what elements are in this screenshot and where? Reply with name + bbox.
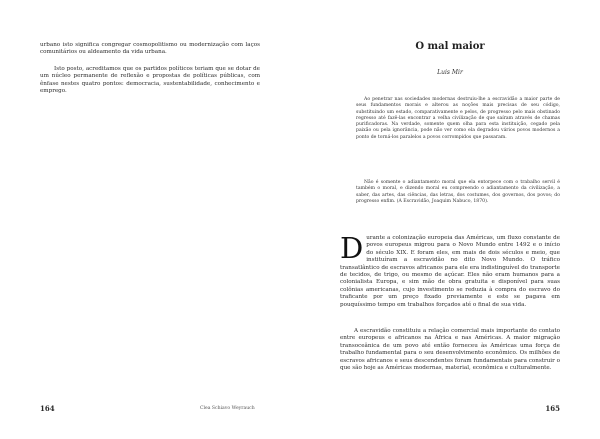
running-head-author: Clea Schiavo Weyrauch <box>200 406 255 411</box>
page-number-right: 165 <box>545 404 560 413</box>
body-paragraph: A escravidão constituiu a relação comercial mais importante do contato entre europeus e africanos na África e nas Américas. A maior migração transoceânica de um povo até então forneceu às Américas uma força de trabalho fundamental para o seu desenvolvimento econômico. Os milhões de escravos africanos e seus descendentes foram fundamentais para construir o que são hoje as Américas modernas, material, econômica e culturalmente. <box>340 328 560 372</box>
body-paragraph: urbano isto significa congregar cosmopolitismo ou modernização com laços comunitários ou aldeamento da vida urbana. <box>40 42 260 56</box>
body-paragraph <box>340 231 560 309</box>
body-paragraph-text: urante a colonização europeia das Américas, um fluxo constante de povos europeus migrou para o Novo Mundo entre 1492 e o início do século XIX. E foram eles, em mais de dois séculos e meio, que instituíram a escravidão no dito Novo Mundo. O tráfico transatlântico de escravos africanos para ele era indistinguível do transporte de tecidos, de trigo, ou mesmo de açúcar. Eles não eram humanos para a colonialista Europa, e sim mão de obra gratuita e disponível para suas colônias americanas, cujo investimento se reduzia à compra do escravo do traficante por um preço fixado previamente e este se pagava em pouquíssimo tempo em trabalhos forçados até o final de sua vida. <box>340 235 560 308</box>
chapter-title: O mal maior <box>415 41 485 52</box>
epigraph-paragraph: Não é somente o adiantamento moral que ela entorpece com o trabalho servil é também o moral, e dizendo moral eu compreendo o adiantamento da civilização, a saber, das artes, das ciências, das letras, dos costumes, dos governos, dos povos; do progresso enfim. (A Escravidão, Joaquim Nabuco, 1870). <box>356 180 560 204</box>
page-number-left: 164 <box>40 404 55 413</box>
epigraph-paragraph: Ao penetrar nas sociedades modernas destruiu-lhe a escravidão a maior parte de seus fundamentos morais e alterou as noções mais precisas de seu código, substituindo um estado, comparativamente e pelos, de progresso pelo mais obstinado regresso até fazê-las encontrar a velha civilização de que saíram através de chamas purificadoras. Na verdade, somente quem olha para esta instituição, cegado pela paixão ou pela ignorância, pode não ver como ela degradou vários povos modernos a ponto de torná-los paralelos a povos corrompidos que passaram. <box>356 97 560 140</box>
chapter-author: Luis Mir <box>437 69 463 76</box>
body-paragraph: Isto posto, acreditamos que os partidos políticos teriam que se dotar de um núcleo permanente de reflexão e propostas de políticas públicas, com ênfase nestes quatro pontos: democracia, sustentabilidade, conhecimento e emprego. <box>40 66 260 95</box>
drop-cap: D <box>340 231 364 265</box>
right-page <box>300 0 600 439</box>
